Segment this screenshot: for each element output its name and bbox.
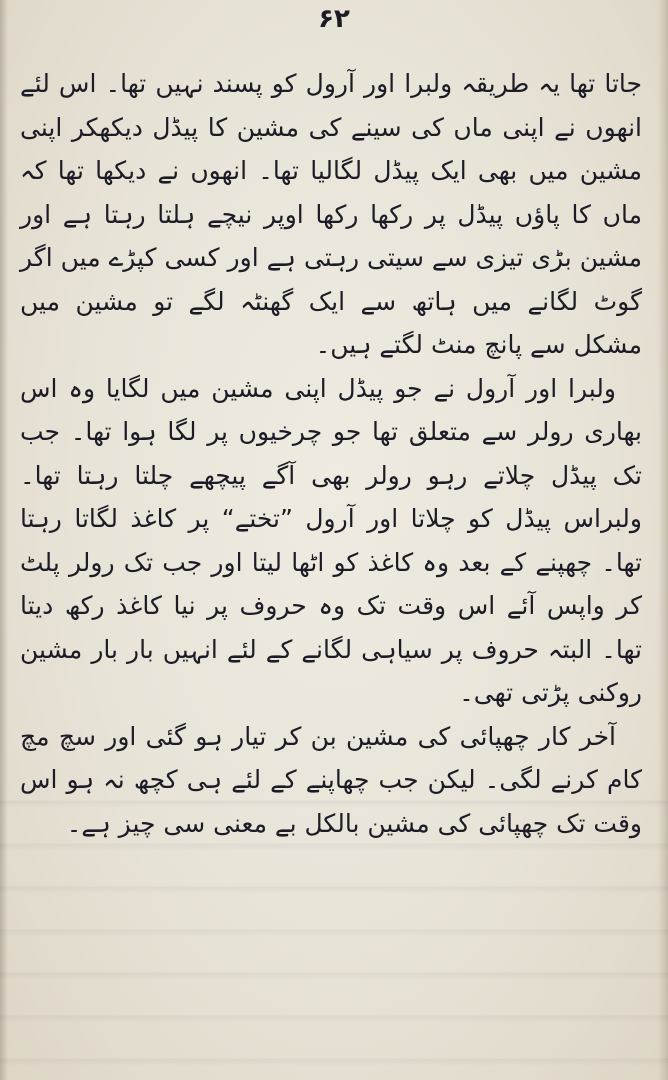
body-text (20, 62, 642, 845)
page-edge-shadow-left (0, 0, 8, 1080)
page-edge-shadow-right (658, 0, 668, 1080)
paragraph-3: آخر کار چھپائی کی مشین بن کر تیار ہو گئی اور سچ مچ کام کرنے لگی۔ لیکن جب چھاپنے کے لئے ہی کچھ نہ ہو اس وقت تک چھپائی کی مشین بالکل بے معنی سی چیز ہے۔ (20, 721, 642, 838)
paragraph-2: ولبرا اور آرول نے جو پیڈل اپنی مشین میں لگایا وہ اس بھاری رولر سے متعلق تھا جو چرخیوں پر لگا ہوا تھا۔ جب تک پیڈل چلاتے رہو رولر بھی آگے پیچھے چلتا رہتا تھا۔ ولبراس پیڈل کو چلاتا اور آرول ”تختے“ پر کاغذ لگاتا رہتا تھا۔ چھپنے کے بعد وہ کاغذ کو اٹھا لیتا اور جب تک رولر پلٹ کر واپس آئے اس وقت تک وہ حروف پر نیا کاغذ رکھ دیتا تھا۔ البتہ حروف پر سیاہی لگانے کے لئے انہیں بار بار مشین روکنی پڑتی تھی۔ (20, 373, 642, 707)
paragraph-1: جاتا تھا یہ طریقہ ولبرا اور آرول کو پسند نہیں تھا۔ اس لئے انھوں نے اپنی ماں کی سینے کی مشین کا پیڈل دیکھکر اپنی مشین میں بھی ایک پیڈل لگالیا تھا۔ انھوں نے دیکھا تھا کہ ماں کا پاؤں پیڈل پر رکھا رکھا اوپر نیچے ہلتا رہتا ہے اور مشین بڑی تیزی سے سیتی رہتی ہے اور کسی کپڑے میں اگر گوٹ لگانے میں ہاتھ سے ایک گھنٹہ لگے تو مشین میں مشکل سے پانچ منٹ لگتے ہیں۔ (20, 69, 642, 359)
page-number: ۶۲ (318, 4, 350, 34)
